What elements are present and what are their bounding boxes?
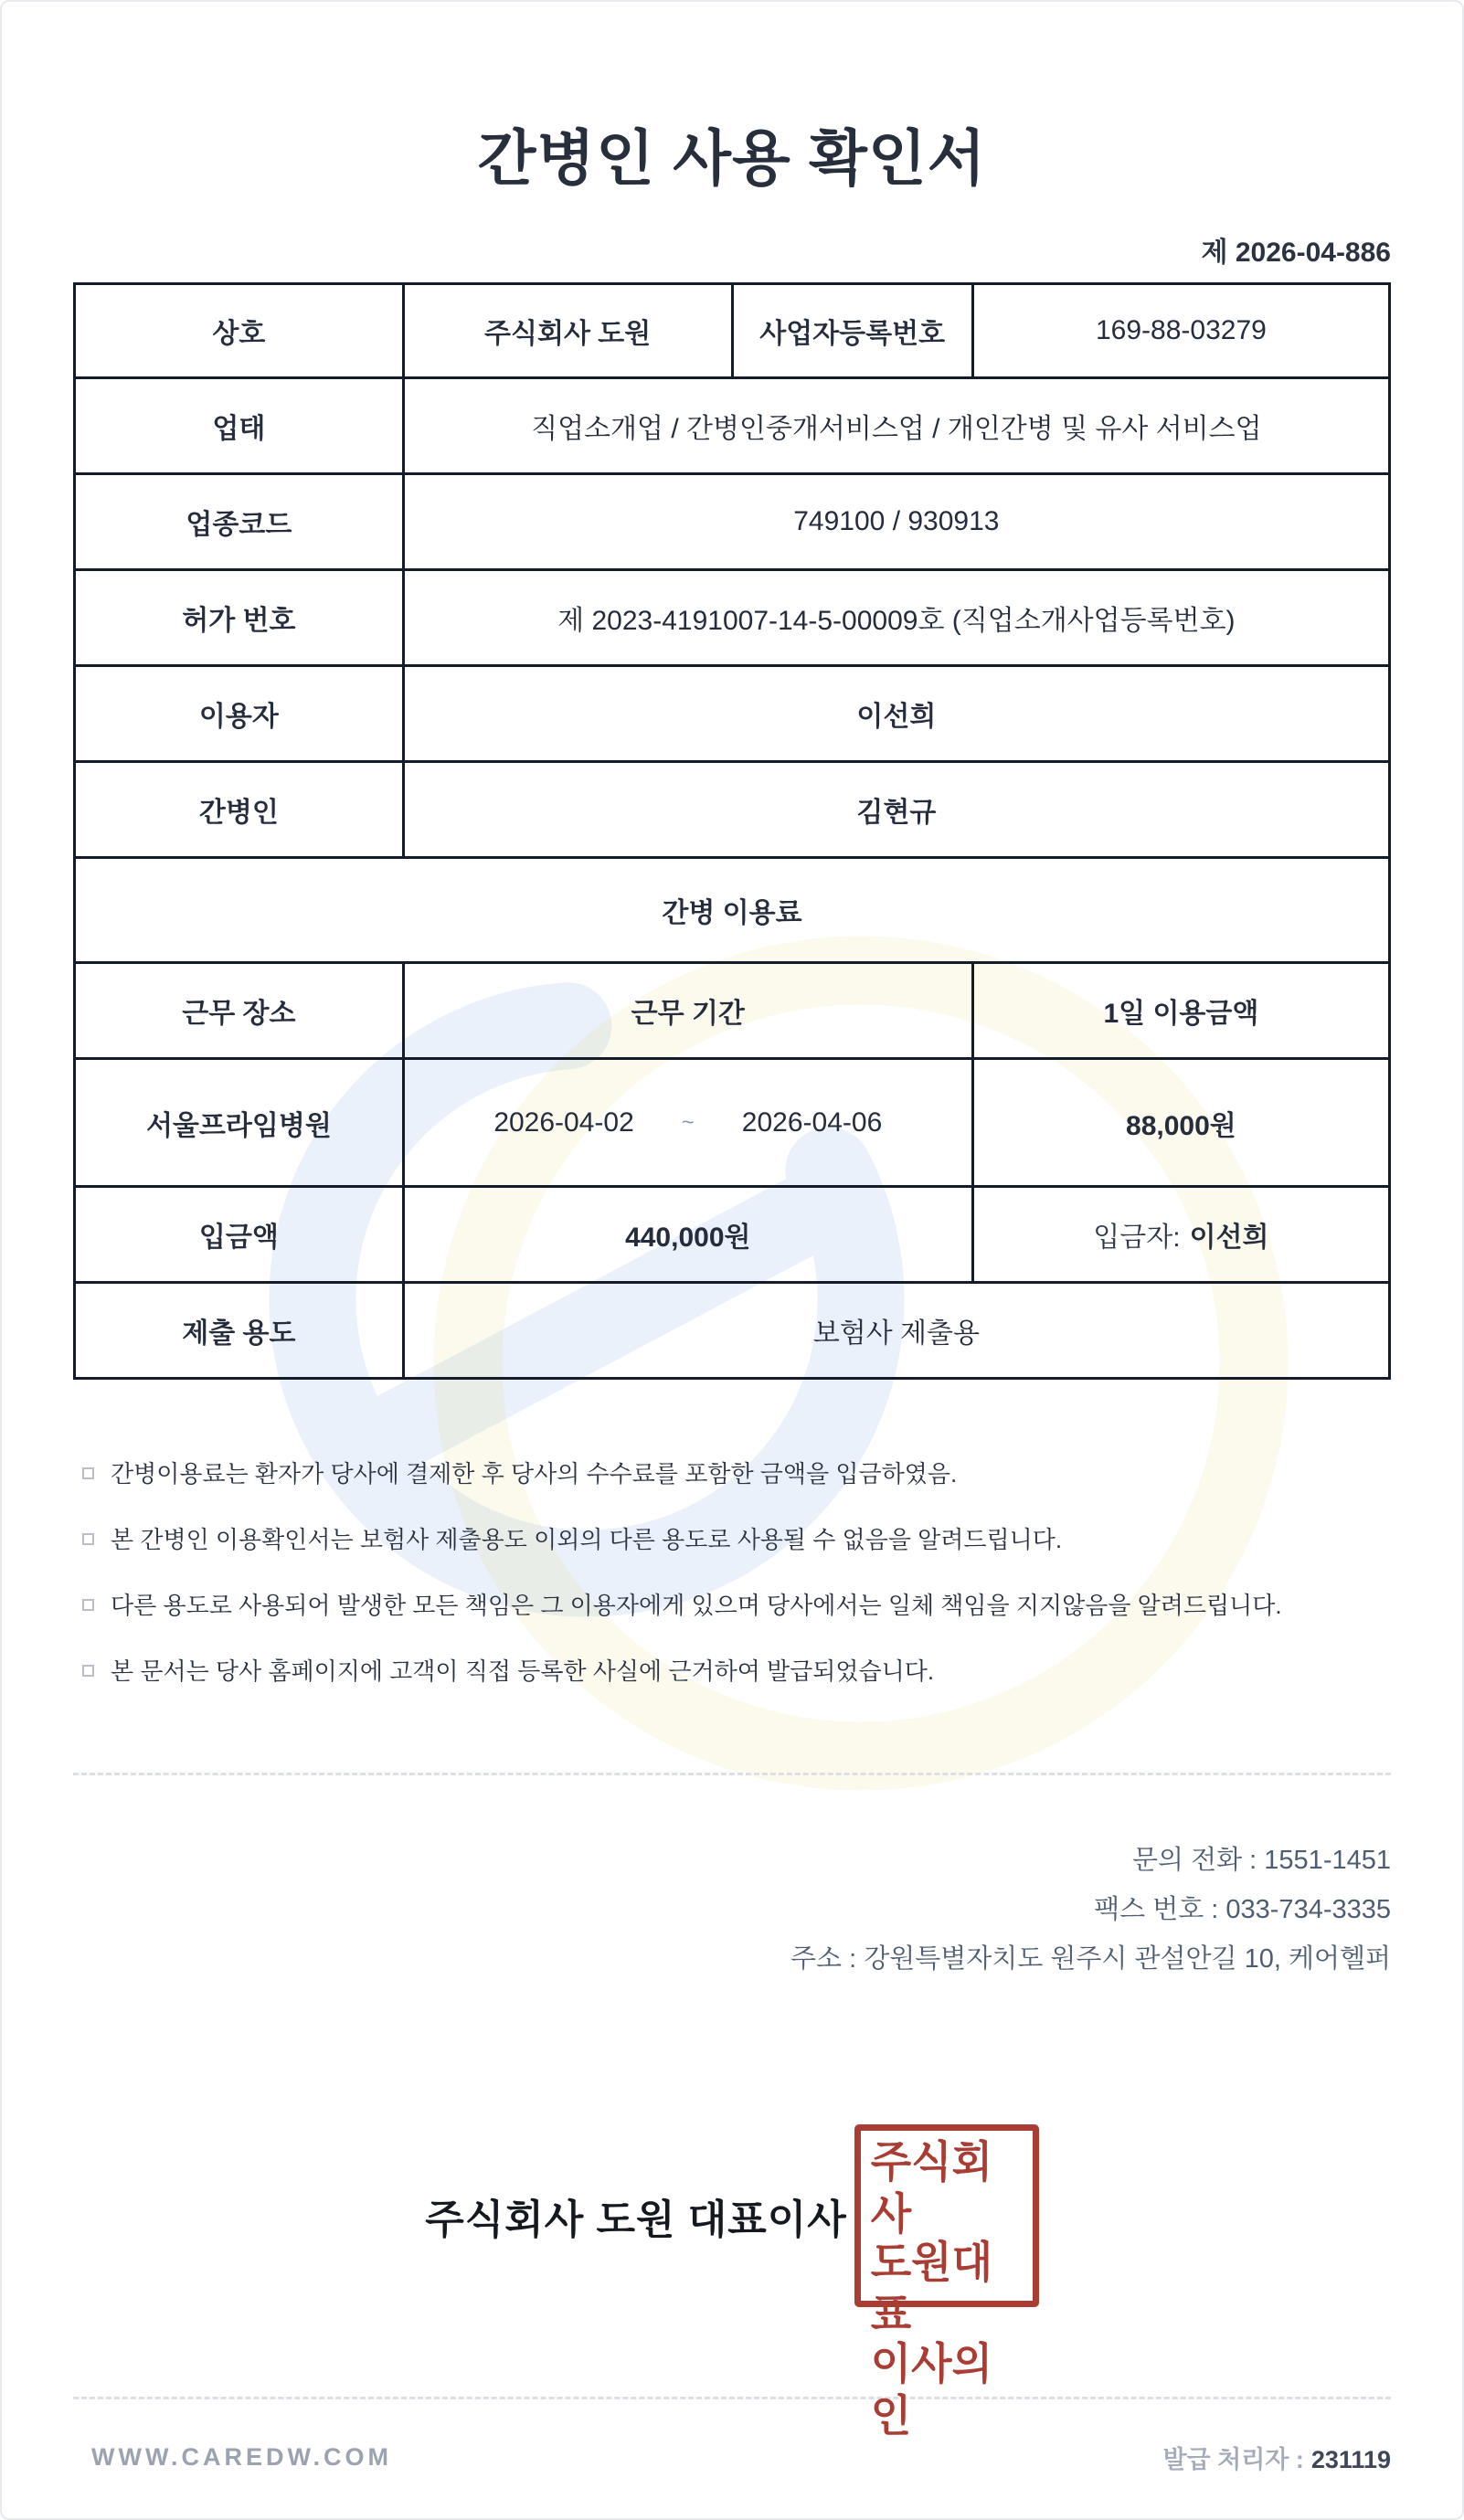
period-start: 2026-04-02 [493, 1106, 634, 1138]
user-value: 이선희 [403, 666, 1389, 762]
daily-fee-header: 1일 이용금액 [972, 963, 1389, 1059]
work-period-value [403, 1059, 972, 1187]
fee-section-title: 간병 이용료 [75, 858, 1390, 963]
document-number: 제 2026-04-886 [1201, 238, 1391, 268]
issuer-label: 발급 처리자 : [1162, 2446, 1304, 2473]
stamp-line: 주식회사 [870, 2136, 993, 2239]
contact-block [73, 1836, 1391, 1984]
daily-fee-value: 88,000원 [972, 1059, 1389, 1187]
business-reg-no-value: 169-88-03279 [972, 284, 1389, 378]
permit-no-value: 제 2023-4191007-14-5-00009호 (직업소개사업등록번호) [403, 570, 1389, 666]
work-period-header: 근무 기간 [403, 963, 972, 1059]
purpose-value: 보험사 제출용 [403, 1283, 1389, 1379]
signature-block [2, 2119, 1462, 2441]
table-row [75, 474, 1390, 570]
user-label: 이용자 [75, 666, 404, 762]
note-item [82, 1526, 1391, 1553]
note-text: 본 간병인 이용확인서는 보험사 제출용도 이외의 다른 용도로 사용될 수 없음을 알려드립니다. [111, 1526, 1063, 1553]
note-item [82, 1657, 1391, 1685]
table-row [75, 1187, 1390, 1283]
footer [73, 2440, 1391, 2475]
contact-fax: 팩스 번호 : 033-734-3335 [1094, 1895, 1391, 1924]
issuer-value: 231119 [1310, 2446, 1391, 2473]
stamp-line: 도원대표 [870, 2238, 993, 2340]
square-bullet-icon [82, 1467, 94, 1479]
business-type-value: 직업소개업 / 간병인중개서비스업 / 개인간병 및 유사 서비스업 [403, 378, 1389, 474]
note-text: 본 문서는 당사 홈페이지에 고객이 직접 등록한 사실에 근거하여 발급되었습니다. [111, 1657, 935, 1685]
period-end: 2026-04-06 [741, 1106, 883, 1138]
dashed-divider [73, 1773, 1391, 1775]
table-row [75, 378, 1390, 474]
industry-code-label: 업종코드 [75, 474, 404, 570]
caregiver-value: 김현규 [403, 762, 1389, 858]
square-bullet-icon [82, 1533, 94, 1545]
table-row [75, 762, 1390, 858]
contact-phone: 문의 전화 : 1551-1451 [1132, 1846, 1391, 1875]
note-item [82, 1460, 1391, 1488]
depositor-label: 입금자: [1093, 1223, 1181, 1253]
stamp-line: 이사의인 [870, 2338, 993, 2441]
footer-issuer [1162, 2440, 1391, 2475]
corporate-seal-stamp [854, 2124, 1039, 2441]
company-signature-text: 주식회사 도원 대표이사 [425, 2197, 847, 2242]
company-label: 상호 [75, 284, 404, 378]
contact-address: 주소 : 강원특별자치도 원주시 관설안길 10, 케어헬퍼 [790, 1944, 1391, 1974]
page-title: 간병인 사용 확인서 [477, 124, 987, 192]
industry-code-value: 749100 / 930913 [403, 474, 1389, 570]
confirmation-table [73, 282, 1391, 1380]
permit-no-label: 허가 번호 [75, 570, 404, 666]
business-type-label: 업태 [75, 378, 404, 474]
dashed-divider [73, 2397, 1391, 2399]
table-section-row [75, 858, 1390, 963]
note-text: 간병이용료는 환자가 당사에 결제한 후 당사의 수수료를 포함한 금액을 입금하였음. [111, 1460, 958, 1488]
table-data-row [75, 1059, 1390, 1187]
footer-website: WWW.CAREDW.COM [91, 2443, 392, 2471]
notes-list [73, 1460, 1391, 1685]
work-place-value: 서울프라임병원 [75, 1059, 404, 1187]
table-header-row [75, 963, 1390, 1059]
table-row [75, 284, 1390, 378]
table-row [75, 666, 1390, 762]
square-bullet-icon [82, 1665, 94, 1677]
square-bullet-icon [82, 1599, 94, 1611]
depositor-name: 이선희 [1189, 1223, 1269, 1253]
work-place-header: 근무 장소 [75, 963, 404, 1059]
period-tilde: ~ [681, 1109, 695, 1135]
business-reg-no-label: 사업자등록번호 [732, 284, 972, 378]
depositor-cell [972, 1187, 1389, 1283]
table-row [75, 1283, 1390, 1379]
deposit-label: 입금액 [75, 1187, 404, 1283]
table-row [75, 570, 1390, 666]
purpose-label: 제출 용도 [75, 1283, 404, 1379]
caregiver-label: 간병인 [75, 762, 404, 858]
note-item [82, 1592, 1391, 1619]
deposit-amount: 440,000원 [403, 1187, 972, 1283]
company-value: 주식회사 도원 [403, 284, 732, 378]
note-text: 다른 용도로 사용되어 발생한 모든 책임은 그 이용자에게 있으며 당사에서는 일체 책임을 지지않음을 알려드립니다. [111, 1592, 1282, 1619]
